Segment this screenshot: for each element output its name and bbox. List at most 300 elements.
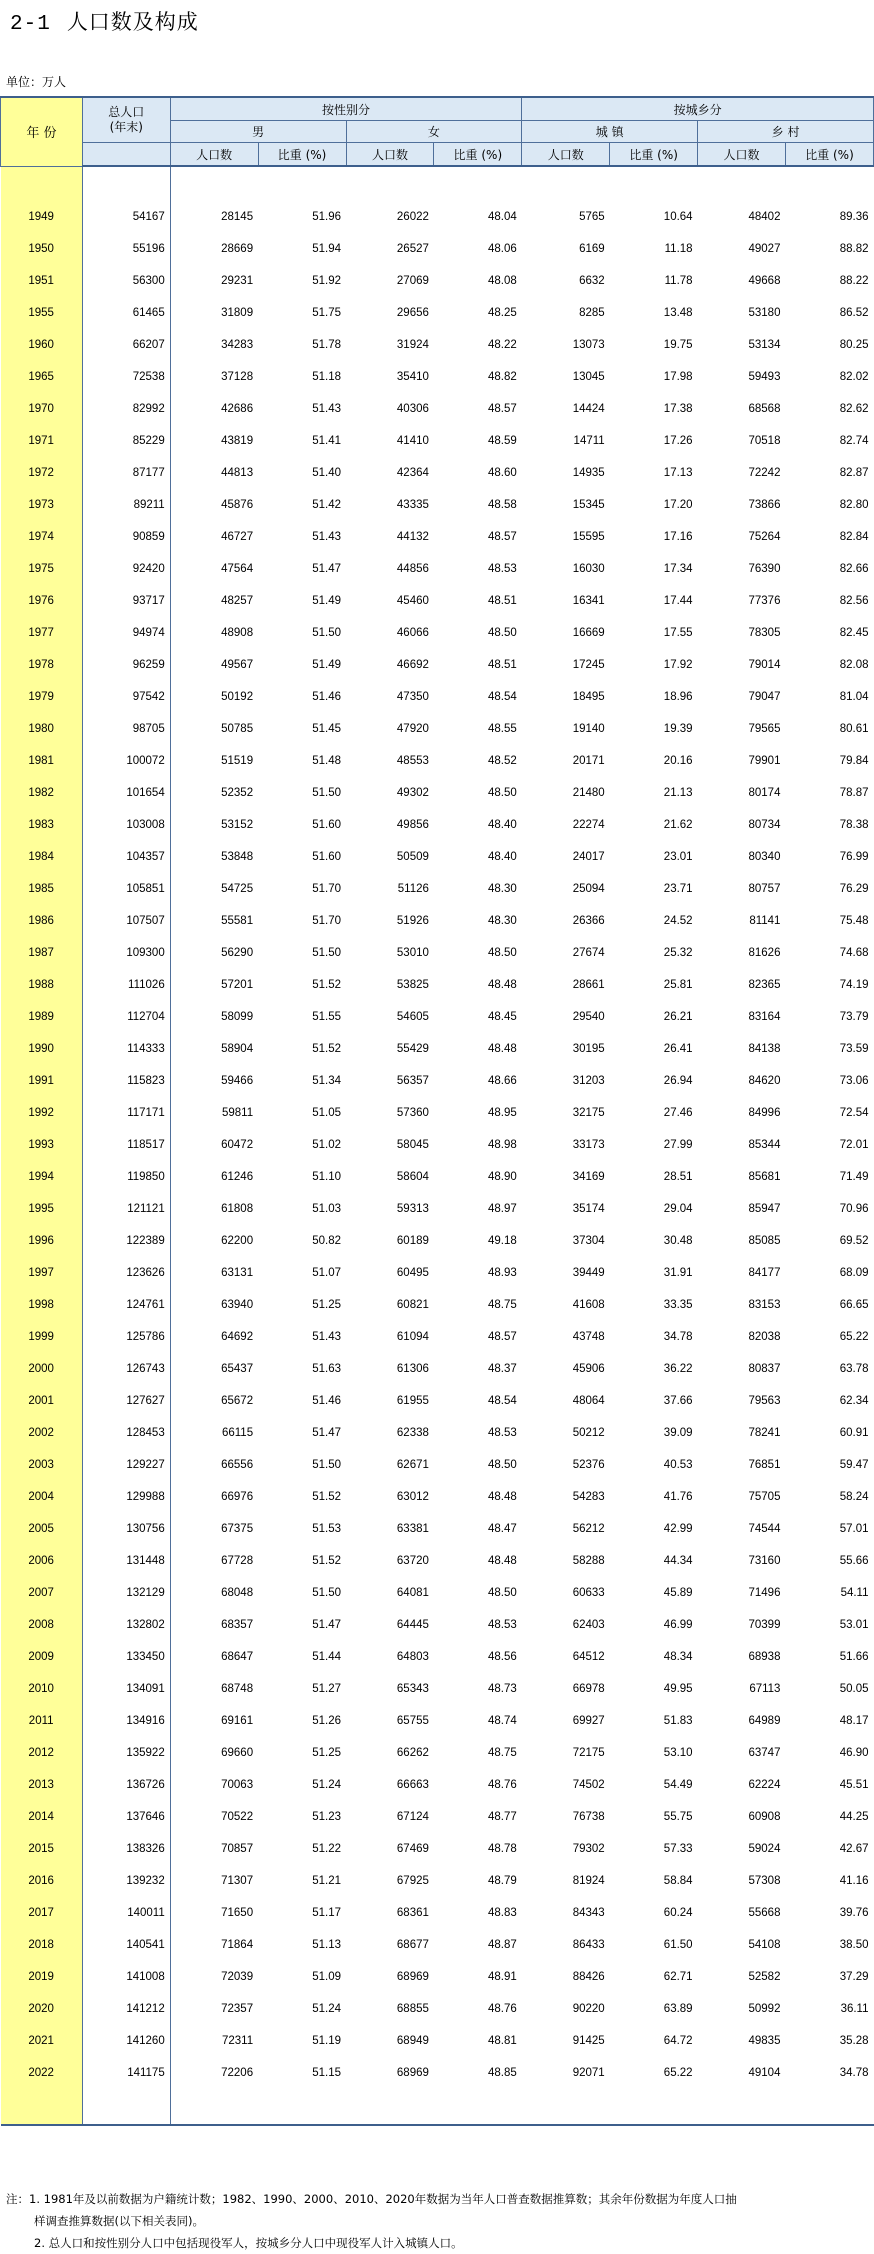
- cell-value: 28145: [221, 211, 254, 223]
- cell-value: 52352: [221, 787, 254, 799]
- cell-year: 1972: [1, 449, 83, 481]
- cell-value: 17.44: [663, 595, 693, 607]
- table-row: [1, 1633, 874, 1665]
- cell-value: 85344: [748, 1139, 781, 1151]
- table-row: [1, 673, 874, 705]
- table-row: [1, 737, 874, 769]
- cell-value: 51.26: [312, 1715, 341, 1727]
- cell-value: 11.78: [664, 275, 693, 287]
- cell-value: 68361: [396, 1907, 429, 1919]
- cell-total: 127627: [82, 1377, 170, 1409]
- table-row: [1, 1665, 874, 1697]
- cell-value: 84177: [748, 1267, 781, 1279]
- cell-value: 67728: [221, 1555, 254, 1567]
- cell-value: 65.22: [663, 2067, 693, 2079]
- cell-value: 69.52: [839, 1235, 869, 1247]
- header-male-share: 比重 (%): [258, 143, 346, 167]
- cell-value: 48.74: [488, 1715, 517, 1727]
- cell-value: 82.84: [839, 531, 869, 543]
- cell-value: 51.70: [312, 883, 341, 895]
- cell-value: 45906: [572, 1363, 605, 1375]
- cell-value: 48.55: [488, 723, 517, 735]
- cell-total: 130756: [82, 1505, 170, 1537]
- cell-value: 80340: [748, 851, 781, 863]
- cell-value: 68938: [748, 1651, 781, 1663]
- header-by-region: 按城乡分: [522, 97, 874, 121]
- cell-value: 51.47: [312, 1427, 341, 1439]
- cell-value: 81141: [749, 915, 781, 927]
- cell-value: 26022: [396, 211, 429, 223]
- cell-year: 2019: [1, 1953, 83, 1985]
- cell-value: 24.52: [663, 915, 693, 927]
- cell-value: 51.49: [312, 659, 341, 671]
- table-row: [1, 1249, 874, 1281]
- cell-value: 43819: [221, 435, 254, 447]
- cell-year: 2013: [1, 1761, 83, 1793]
- cell-value: 48.83: [488, 1907, 517, 1919]
- cell-total: 61465: [82, 289, 170, 321]
- cell-total: 132129: [82, 1569, 170, 1601]
- cell-value: 71864: [221, 1939, 254, 1951]
- cell-value: 82.87: [839, 467, 869, 479]
- cell-value: 48.73: [488, 1683, 517, 1695]
- cell-value: 48.40: [488, 851, 517, 863]
- cell-value: 48.48: [488, 1491, 517, 1503]
- cell-value: 30.48: [663, 1235, 693, 1247]
- cell-value: 53848: [221, 851, 254, 863]
- table-row: [1, 353, 874, 385]
- cell-value: 72175: [572, 1747, 605, 1759]
- cell-value: 84620: [748, 1075, 781, 1087]
- cell-total: 107507: [82, 897, 170, 929]
- table-row: [1, 481, 874, 513]
- cell-value: 71307: [221, 1875, 254, 1887]
- cell-total: 92420: [82, 545, 170, 577]
- cell-value: 53180: [748, 307, 781, 319]
- cell-value: 86.52: [839, 307, 869, 319]
- cell-value: 44856: [396, 563, 429, 575]
- cell-value: 29656: [396, 307, 429, 319]
- cell-value: 63.78: [839, 1363, 869, 1375]
- cell-value: 74502: [572, 1779, 605, 1791]
- cell-value: 51.24: [312, 1779, 341, 1791]
- cell-value: 54283: [572, 1491, 605, 1503]
- cell-total: 132802: [82, 1601, 170, 1633]
- cell-value: 48.57: [488, 403, 517, 415]
- cell-value: 48.06: [488, 243, 517, 255]
- cell-total: 114333: [82, 1025, 170, 1057]
- table-row: [1, 1473, 874, 1505]
- cell-value: 48.50: [488, 787, 517, 799]
- cell-value: 64692: [221, 1331, 254, 1343]
- cell-total: 115823: [82, 1057, 170, 1089]
- cell-value: 51.03: [312, 1203, 341, 1215]
- cell-value: 53.10: [663, 1747, 693, 1759]
- cell-value: 26366: [572, 915, 605, 927]
- cell-value: 23.01: [663, 851, 693, 863]
- cell-value: 83153: [748, 1299, 781, 1311]
- cell-value: 48.45: [488, 1011, 517, 1023]
- cell-value: 68677: [396, 1939, 429, 1951]
- cell-total: 134091: [82, 1665, 170, 1697]
- cell-value: 54108: [748, 1939, 781, 1951]
- cell-value: 48.34: [663, 1651, 693, 1663]
- cell-value: 62.71: [663, 1971, 693, 1983]
- cell-year: 1996: [1, 1217, 83, 1249]
- cell-value: 48.30: [488, 883, 517, 895]
- cell-year: 2007: [1, 1569, 83, 1601]
- header-year: 年 份: [1, 97, 83, 166]
- cell-value: 80.25: [839, 339, 869, 351]
- cell-value: 75705: [748, 1491, 781, 1503]
- table-row: [1, 1985, 874, 2017]
- cell-value: 27.46: [663, 1107, 693, 1119]
- cell-total: 90859: [82, 513, 170, 545]
- cell-value: 14935: [572, 467, 605, 479]
- cell-value: 80837: [748, 1363, 781, 1375]
- table-row: [1, 1537, 874, 1569]
- cell-value: 44.25: [839, 1811, 869, 1823]
- cell-value: 41.76: [663, 1491, 693, 1503]
- cell-year: 1982: [1, 769, 83, 801]
- cell-value: 51.52: [312, 1555, 341, 1567]
- cell-value: 48.53: [488, 1619, 517, 1631]
- table-row: [1, 705, 874, 737]
- cell-total: 111026: [82, 961, 170, 993]
- cell-year: 1973: [1, 481, 83, 513]
- cell-value: 48.48: [488, 1555, 517, 1567]
- cell-value: 17.92: [663, 659, 693, 671]
- cell-value: 50992: [748, 2003, 781, 2015]
- cell-value: 39.09: [663, 1427, 693, 1439]
- cell-value: 49856: [396, 819, 429, 831]
- cell-value: 6632: [579, 275, 605, 287]
- cell-value: 17.20: [663, 499, 693, 511]
- table-row: [1, 225, 874, 257]
- cell-value: 86433: [572, 1939, 605, 1951]
- cell-total: 97542: [82, 673, 170, 705]
- cell-value: 60.91: [839, 1427, 869, 1439]
- cell-value: 51.53: [312, 1523, 341, 1535]
- unit-label: 单位：万人: [6, 75, 67, 89]
- cell-value: 51.70: [312, 915, 341, 927]
- table-row: [1, 2017, 874, 2049]
- cell-value: 51.50: [312, 787, 341, 799]
- cell-value: 48.81: [488, 2035, 517, 2047]
- table-row: [1, 641, 874, 673]
- cell-year: 1987: [1, 929, 83, 961]
- cell-year: 1992: [1, 1089, 83, 1121]
- cell-value: 83164: [748, 1011, 781, 1023]
- cell-value: 65437: [221, 1363, 254, 1375]
- cell-value: 61.50: [663, 1939, 693, 1951]
- cell-value: 79.84: [839, 755, 869, 767]
- cell-value: 42.99: [663, 1523, 693, 1535]
- cell-value: 48553: [396, 755, 429, 767]
- table-row: [1, 1409, 874, 1441]
- cell-value: 29231: [221, 275, 254, 287]
- table-body: [1, 166, 874, 2125]
- cell-total: 117171: [82, 1089, 170, 1121]
- table-row: [1, 1441, 874, 1473]
- cell-value: 48.56: [488, 1651, 517, 1663]
- cell-value: 19.39: [663, 723, 693, 735]
- header-total: [82, 97, 170, 143]
- cell-year: 1976: [1, 577, 83, 609]
- cell-value: 48.53: [488, 1427, 517, 1439]
- header-female-population: 人口数: [346, 143, 434, 167]
- cell-total: 112704: [82, 993, 170, 1025]
- cell-value: 74.68: [839, 947, 869, 959]
- header-total-line1: 总人口: [108, 105, 145, 119]
- cell-value: 80174: [748, 787, 781, 799]
- cell-value: 56212: [572, 1523, 605, 1535]
- cell-value: 73160: [748, 1555, 781, 1567]
- table-row: [1, 257, 874, 289]
- cell-value: 48.76: [488, 2003, 517, 2015]
- cell-value: 13045: [572, 371, 605, 383]
- cell-value: 53010: [396, 947, 429, 959]
- cell-value: 48.25: [488, 307, 517, 319]
- cell-value: 18495: [572, 691, 605, 703]
- cell-year: 1991: [1, 1057, 83, 1089]
- cell-value: 48.50: [488, 947, 517, 959]
- cell-value: 63940: [221, 1299, 254, 1311]
- cell-value: 51.48: [312, 755, 341, 767]
- cell-value: 78.87: [839, 787, 869, 799]
- cell-total: 131448: [82, 1537, 170, 1569]
- cell-value: 51.34: [312, 1075, 341, 1087]
- cell-value: 20.16: [663, 755, 693, 767]
- cell-value: 63012: [396, 1491, 429, 1503]
- cell-year: 2000: [1, 1345, 83, 1377]
- cell-value: 51.27: [312, 1683, 341, 1695]
- header-male-population: 人口数: [170, 143, 258, 167]
- cell-value: 27.99: [663, 1139, 693, 1151]
- cell-value: 34.78: [839, 2067, 869, 2079]
- cell-value: 29.04: [663, 1203, 693, 1215]
- cell-value: 48.51: [488, 595, 517, 607]
- cell-value: 62671: [396, 1459, 429, 1471]
- cell-value: 51.60: [312, 851, 341, 863]
- cell-value: 58.24: [839, 1491, 869, 1503]
- cell-value: 89.36: [839, 211, 869, 223]
- cell-value: 62338: [396, 1427, 429, 1439]
- cell-value: 72.54: [839, 1107, 869, 1119]
- cell-total: 141175: [82, 2049, 170, 2081]
- cell-value: 48.75: [488, 1747, 517, 1759]
- cell-value: 55581: [221, 915, 254, 927]
- table-row: [1, 1057, 874, 1089]
- cell-total: 98705: [82, 705, 170, 737]
- cell-value: 72206: [221, 2067, 254, 2079]
- cell-value: 50212: [572, 1427, 605, 1439]
- cell-year: 2002: [1, 1409, 83, 1441]
- table-row: [1, 1569, 874, 1601]
- cell-value: 82.02: [839, 371, 869, 383]
- cell-total: 101654: [82, 769, 170, 801]
- table-row: [1, 1345, 874, 1377]
- cell-value: 29540: [572, 1011, 605, 1023]
- cell-year: 1975: [1, 545, 83, 577]
- cell-value: 54605: [396, 1011, 429, 1023]
- table-row: [1, 1793, 874, 1825]
- cell-value: 51.23: [312, 1811, 341, 1823]
- cell-value: 17.98: [663, 371, 693, 383]
- cell-value: 68647: [221, 1651, 254, 1663]
- cell-value: 60495: [396, 1267, 429, 1279]
- cell-value: 51.49: [312, 595, 341, 607]
- cell-value: 51.41: [312, 435, 341, 447]
- cell-year: 1960: [1, 321, 83, 353]
- cell-value: 76390: [748, 563, 781, 575]
- cell-value: 55.75: [663, 1811, 693, 1823]
- cell-value: 68969: [396, 2067, 429, 2079]
- cell-value: 24017: [572, 851, 605, 863]
- cell-value: 79014: [748, 659, 781, 671]
- cell-value: 40306: [396, 403, 429, 415]
- cell-total: 126743: [82, 1345, 170, 1377]
- cell-value: 49027: [748, 243, 781, 255]
- cell-value: 16669: [572, 627, 605, 639]
- cell-year: 2001: [1, 1377, 83, 1409]
- cell-value: 75.48: [839, 915, 869, 927]
- cell-value: 51.02: [312, 1139, 341, 1151]
- cell-value: 54.11: [840, 1587, 869, 1599]
- table-row: [1, 2049, 874, 2081]
- cell-value: 81.04: [839, 691, 869, 703]
- cell-value: 67925: [396, 1875, 429, 1887]
- cell-value: 51.15: [312, 2067, 341, 2079]
- cell-value: 15595: [572, 531, 605, 543]
- cell-value: 59024: [748, 1843, 781, 1855]
- cell-value: 51.96: [312, 211, 341, 223]
- cell-value: 60.24: [663, 1907, 693, 1919]
- cell-value: 48.95: [488, 1107, 517, 1119]
- table-row: [1, 833, 874, 865]
- cell-value: 84138: [748, 1043, 781, 1055]
- cell-value: 70063: [221, 1779, 254, 1791]
- cell-value: 48.59: [488, 435, 517, 447]
- page-title: [10, 6, 199, 36]
- cell-total: 123626: [82, 1249, 170, 1281]
- table-row: [1, 609, 874, 641]
- cell-value: 76738: [572, 1811, 605, 1823]
- cell-value: 60633: [572, 1587, 605, 1599]
- cell-value: 57.01: [839, 1523, 869, 1535]
- table-row: [1, 1281, 874, 1313]
- cell-total: 93717: [82, 577, 170, 609]
- cell-value: 17.34: [663, 563, 693, 575]
- table-row: [1, 1313, 874, 1345]
- table-header: [1, 97, 874, 166]
- cell-value: 41410: [396, 435, 429, 447]
- cell-value: 82038: [748, 1331, 781, 1343]
- table-row: [1, 1857, 874, 1889]
- cell-value: 45.51: [839, 1779, 869, 1791]
- cell-value: 30195: [572, 1043, 605, 1055]
- cell-value: 25.81: [663, 979, 693, 991]
- cell-value: 51.07: [312, 1267, 341, 1279]
- cell-value: 42.67: [839, 1843, 869, 1855]
- cell-value: 48.78: [488, 1843, 517, 1855]
- cell-value: 37.29: [839, 1971, 869, 1983]
- cell-value: 34.78: [663, 1331, 693, 1343]
- cell-year: 2005: [1, 1505, 83, 1537]
- cell-total: 125786: [82, 1313, 170, 1345]
- cell-value: 22274: [572, 819, 605, 831]
- cell-year: 1997: [1, 1249, 83, 1281]
- cell-total: 109300: [82, 929, 170, 961]
- cell-value: 28661: [572, 979, 605, 991]
- cell-value: 19140: [572, 723, 605, 735]
- table-row: [1, 1185, 874, 1217]
- cell-value: 57.33: [663, 1843, 693, 1855]
- cell-value: 45460: [396, 595, 429, 607]
- cell-value: 82365: [748, 979, 781, 991]
- cell-value: 48.50: [488, 1459, 517, 1471]
- cell-value: 54.49: [663, 1779, 693, 1791]
- cell-value: 70518: [748, 435, 781, 447]
- cell-value: 49668: [748, 275, 781, 287]
- cell-value: 57360: [396, 1107, 429, 1119]
- cell-year: 1999: [1, 1313, 83, 1345]
- table-bottom-spacer: [1, 2081, 874, 2125]
- cell-value: 48257: [221, 595, 254, 607]
- cell-value: 48.93: [488, 1267, 517, 1279]
- header-urban: 城 镇: [522, 121, 698, 143]
- cell-value: 48.76: [488, 1779, 517, 1791]
- table-number: 2-1: [10, 13, 51, 36]
- cell-total: 103008: [82, 801, 170, 833]
- cell-value: 81924: [572, 1875, 605, 1887]
- cell-value: 59466: [221, 1075, 254, 1087]
- cell-value: 53134: [748, 339, 781, 351]
- cell-value: 82.80: [839, 499, 869, 511]
- cell-value: 26.21: [663, 1011, 693, 1023]
- cell-value: 82.56: [839, 595, 869, 607]
- cell-value: 84996: [748, 1107, 781, 1119]
- cell-value: 53825: [396, 979, 429, 991]
- cell-value: 58904: [221, 1043, 254, 1055]
- cell-value: 60189: [396, 1235, 429, 1247]
- cell-value: 51.10: [312, 1171, 341, 1183]
- cell-value: 65755: [396, 1715, 429, 1727]
- cell-year: 1981: [1, 737, 83, 769]
- cell-total: 134916: [82, 1697, 170, 1729]
- cell-value: 32175: [572, 1107, 605, 1119]
- table-top-spacer: [1, 166, 874, 193]
- cell-value: 52376: [572, 1459, 605, 1471]
- cell-value: 59313: [396, 1203, 429, 1215]
- cell-value: 14424: [572, 403, 605, 415]
- cell-value: 48.08: [488, 275, 517, 287]
- cell-value: 34169: [572, 1171, 605, 1183]
- cell-value: 19.75: [663, 339, 693, 351]
- cell-value: 64512: [572, 1651, 605, 1663]
- cell-value: 36.11: [840, 2003, 869, 2015]
- cell-value: 48.48: [488, 1043, 517, 1055]
- cell-value: 48.47: [488, 1523, 517, 1535]
- header-male: 男: [170, 121, 346, 143]
- cell-value: 92071: [572, 2067, 605, 2079]
- cell-value: 37304: [572, 1235, 605, 1247]
- cell-value: 48402: [748, 211, 781, 223]
- cell-value: 51.52: [312, 1491, 341, 1503]
- cell-year: 2004: [1, 1473, 83, 1505]
- cell-value: 48.30: [488, 915, 517, 927]
- cell-value: 17245: [572, 659, 605, 671]
